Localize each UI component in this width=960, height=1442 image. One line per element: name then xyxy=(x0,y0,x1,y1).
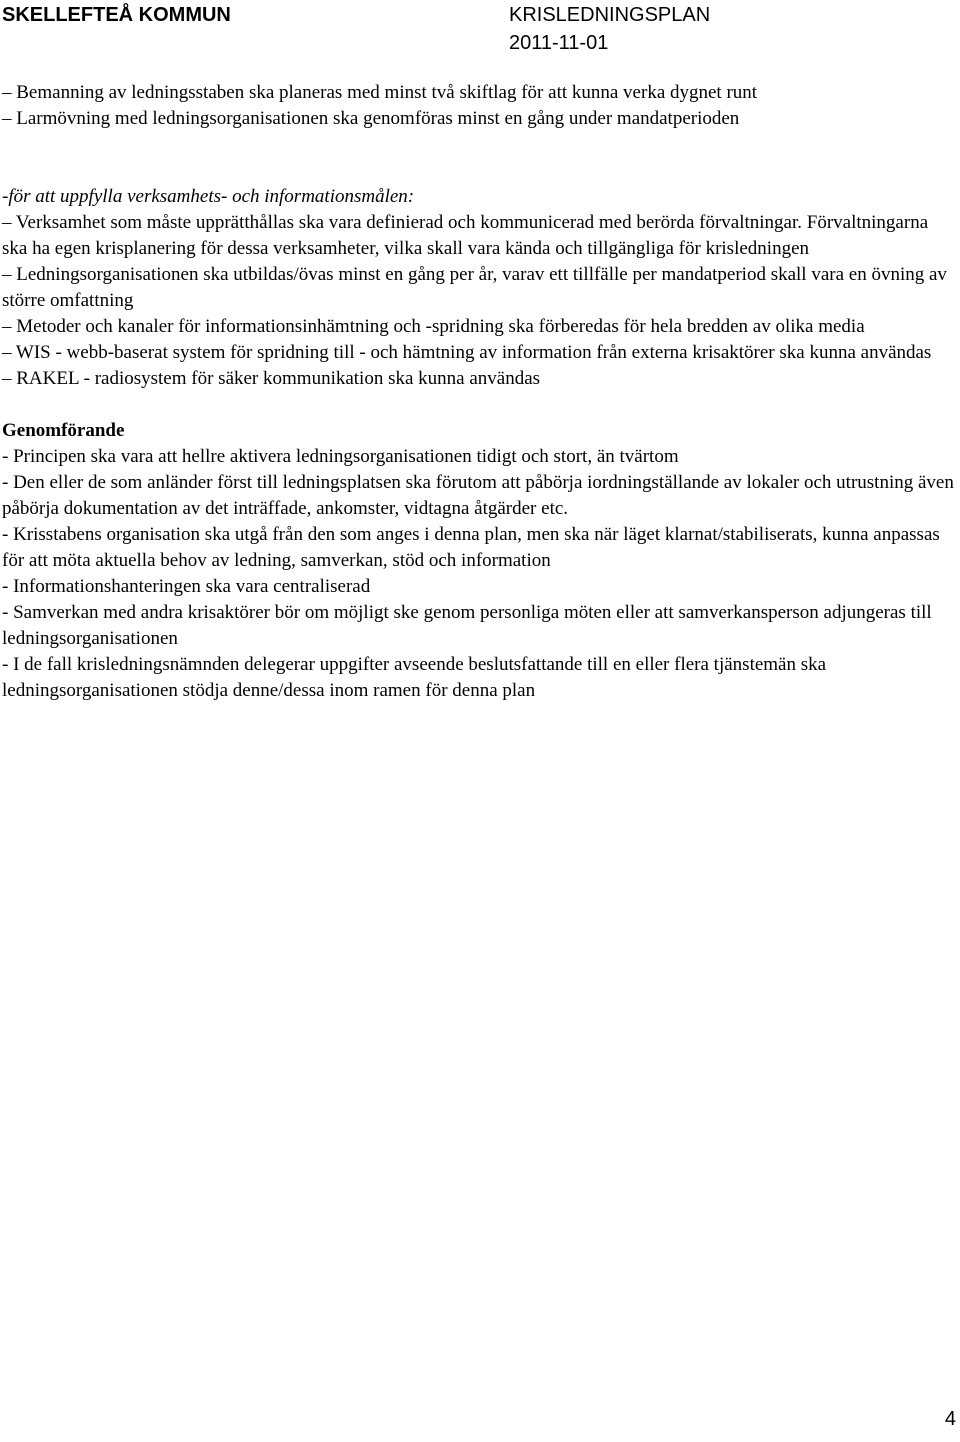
intro-item: – Larmövning med ledningsorganisationen ska genomföras minst en gång under mandatperioden xyxy=(2,108,740,129)
organization-name: SKELLEFTEÅ KOMMUN xyxy=(2,4,231,26)
page-number: 4 xyxy=(944,1408,956,1430)
goals-heading: -för att uppfylla verksamhets- och informationsmålen: xyxy=(2,186,415,207)
document-date: 2011-11-01 xyxy=(509,32,609,54)
goal-item: – Verksamhet som måste upprätthållas ska vara definierad och kommunicerad med berörda förvaltningar. Förvaltningarna ska ha egen krisplanering för dessa verksamheter, vilka skall vara kända och tillgängliga för krisledningen xyxy=(2,212,929,259)
goal-item: – Ledningsorganisationen ska utbildas/övas minst en gång per år, varav ett tillfälle per mandatperiod skall vara en övning av större omfattning xyxy=(2,264,947,311)
paragraph-gap xyxy=(2,158,958,184)
implementation-item: - Krisstabens organisation ska utgå från den som anges i denna plan, men ska när läget klarnat/stabiliserats, kunna anpassas för att möta aktuella behov av ledning, samverkan, stöd och information xyxy=(2,524,940,571)
goal-item: – Metoder och kanaler för informationsinhämtning och -spridning ska förberedas för hela bredden av olika media xyxy=(2,316,865,337)
paragraph-gap xyxy=(2,132,958,158)
page-header xyxy=(2,2,958,54)
implementation-heading: Genomförande xyxy=(2,420,125,441)
document-title: KRISLEDNINGSPLAN xyxy=(509,4,711,26)
implementation-item: - I de fall krisledningsnämnden delegerar uppgifter avseende beslutsfattande till en eller flera tjänstemän ska ledningsorganisationen stödja denne/dessa inom ramen för denna plan xyxy=(2,654,827,701)
goal-item: – RAKEL - radiosystem för säker kommunikation ska kunna användas xyxy=(2,368,541,389)
goal-item: – WIS - webb-baserat system för spridning till - och hämtning av information från externa krisaktörer ska kunna användas xyxy=(2,342,932,363)
paragraph-gap xyxy=(2,392,958,418)
implementation-item: - Samverkan med andra krisaktörer bör om möjligt ske genom personliga möten eller att samverkansperson adjungeras till ledningsorganisationen xyxy=(2,602,932,649)
implementation-item: - Principen ska vara att hellre aktivera ledningsorganisationen tidigt och stort, än tvärtom xyxy=(2,446,679,467)
implementation-item: - Informationshanteringen ska vara centraliserad xyxy=(2,576,371,597)
intro-item: – Bemanning av ledningsstaben ska planeras med minst två skiftlag för att kunna verka dygnet runt xyxy=(2,82,758,103)
document-content xyxy=(2,80,958,704)
implementation-item: - Den eller de som anländer först till ledningsplatsen ska förutom att påbörja iordningställande av lokaler och utrustning även påbörja dokumentation av det inträffade, ankomster, vidtagna åtgärder etc. xyxy=(2,472,954,519)
